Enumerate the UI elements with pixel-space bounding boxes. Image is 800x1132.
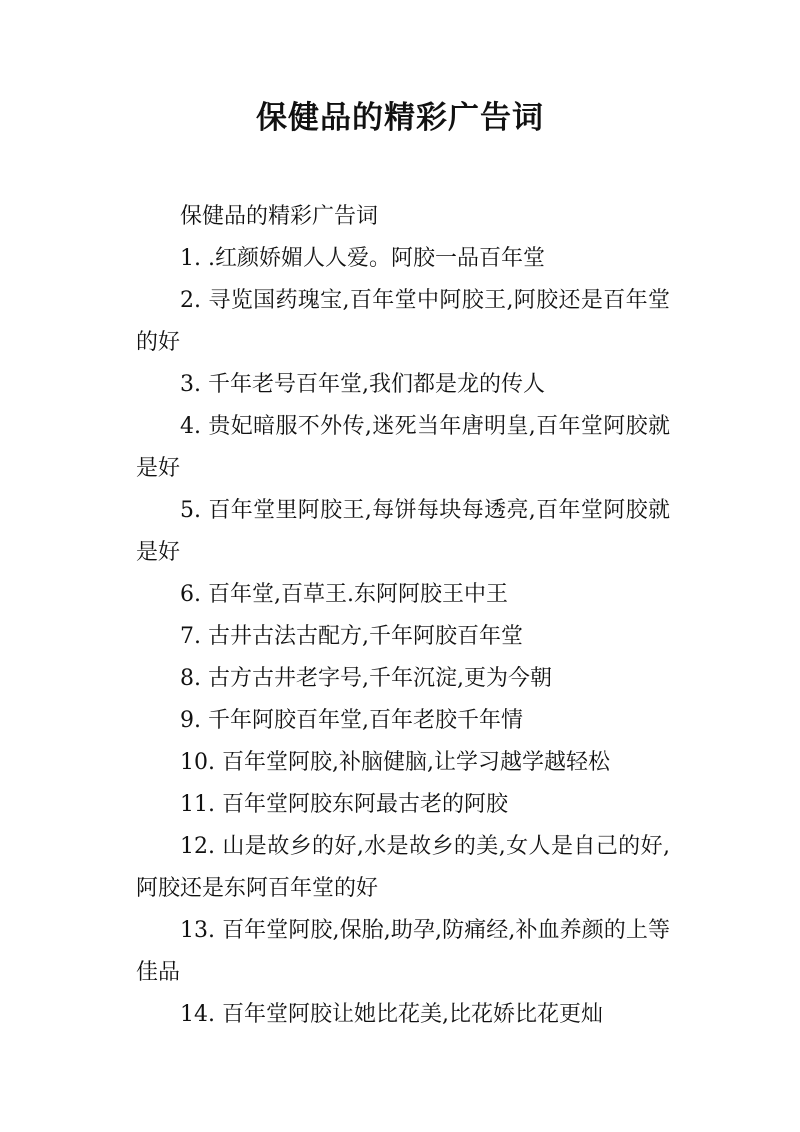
list-item: 5. 百年堂里阿胶王,每饼每块每透亮,百年堂阿胶就是好 (136, 498, 670, 565)
paragraph-heading: 保健品的精彩广告词 (180, 204, 379, 229)
list-item: 12. 山是故乡的好,水是故乡的美,女人是自己的好,阿胶还是东阿百年堂的好 (136, 834, 670, 901)
document-title: 保健品的精彩广告词 (256, 100, 544, 136)
list-item: 13. 百年堂阿胶,保胎,助孕,防痛经,补血养颜的上等佳品 (136, 918, 670, 985)
list-item: 10. 百年堂阿胶,补脑健脑,让学习越学越轻松 (180, 750, 610, 775)
list-item: 8. 古方古井老字号,千年沉淀,更为今朝 (180, 666, 552, 691)
list-item: 11. 百年堂阿胶东阿最古老的阿胶 (180, 792, 508, 817)
list-item: 1. .红颜娇媚人人爱。阿胶一品百年堂 (180, 246, 545, 271)
list-item: 4. 贵妃暗服不外传,迷死当年唐明皇,百年堂阿胶就是好 (136, 414, 670, 481)
document-body (136, 196, 670, 1036)
list-item: 3. 千年老号百年堂,我们都是龙的传人 (180, 372, 545, 397)
list-item: 7. 古井古法古配方,千年阿胶百年堂 (180, 624, 523, 649)
list-item: 14. 百年堂阿胶让她比花美,比花娇比花更灿 (180, 1002, 603, 1027)
list-item: 2. 寻览国药瑰宝,百年堂中阿胶王,阿胶还是百年堂的好 (136, 288, 670, 355)
list-item: 9. 千年阿胶百年堂,百年老胶千年情 (180, 708, 523, 733)
list-item: 6. 百年堂,百草王.东阿阿胶王中王 (180, 582, 508, 607)
